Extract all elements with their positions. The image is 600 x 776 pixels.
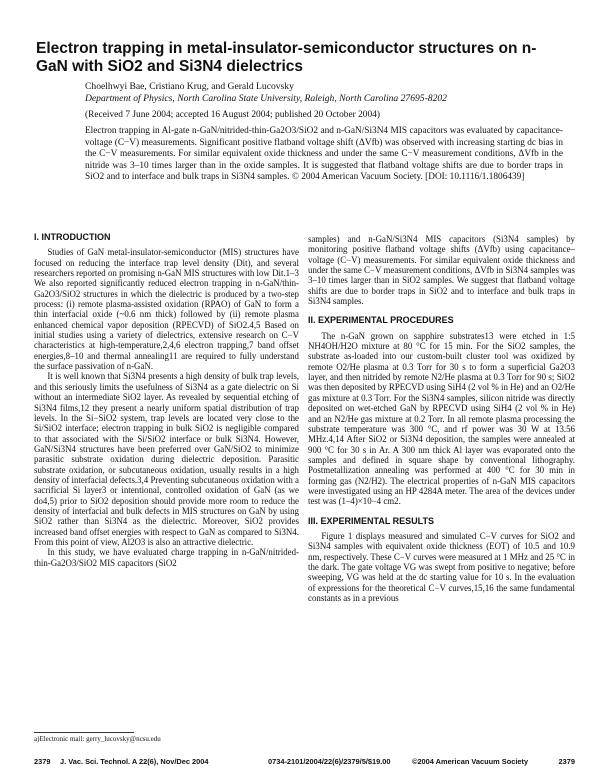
received-dates: (Received 7 June 2004; accepted 16 August 2004; published 20 October 2004): [85, 110, 380, 120]
author-list: Choelhwyi Bae, Cristiano Krug, and Gerald Lucovsky: [85, 81, 294, 92]
section-heading-experimental-results: III. EXPERIMENTAL RESULTS: [308, 515, 435, 526]
footer-article-code: 0734-2101/2004/22(6)/2379/5/$19.00: [268, 757, 391, 766]
intro-paragraph-1: Studies of GaN metal-insulator-semiconductor (MIS) structures have focused on reducing the interface trap level density (Dit), and several researchers reported on promising n-GaN MIS structures with low Dit.1–3 We also reported significantly reduced electron trapping in n-GaN/thin-Ga2O3/SiO2 structures in which the dielectric is produced by a two-step process: (i) remote plasma-assisted oxidation (RPAO) of GaN to form a thin interfacial oxide (~0.6 nm thick) followed by (ii) remote plasma enhanced chemical vapor deposition (RPECVD) of SiO2.4,5 Based on initial studies using a variety of dielectrics, extensive research on C−V characteristics at high-temperature,2,4,6 electron trapping,7 band offset energies,8–10 and thermal annealing11 are required to fully understand the surface passivation of n-GaN.: [34, 247, 299, 372]
footer-page-number-left: 2379: [34, 757, 51, 766]
article-title: Electron trapping in metal-insulator-semiconductor structures on n-GaN with SiO2 and Si3N4 dielectrics: [36, 40, 537, 75]
footer-copyright: ©2004 American Vacuum Society: [412, 757, 529, 766]
page-footer: [34, 757, 575, 769]
affiliation: Department of Physics, North Carolina State University, Raleigh, North Carolina 27695-8202: [85, 92, 447, 104]
author-email-footnote: a)Electronic mail: gerry_lucovsky@ncsu.edu: [34, 735, 161, 743]
results-paragraph: Figure 1 displays measured and simulated C−V curves for SiO2 and Si3N4 samples with equivalent oxide thickness (EOT) of 10.5 and 10.9 nm, respectively. These C−V curves were measured at 1 MHz and 25 °C in the dark. The gate voltage VG was swept from positive to negative; before sweeping, VG was held at the dc starting value for 10 s. In the evaluation of expressions for the theoretical C−V curves,15,16 the same fundamental constants as in a previous: [308, 530, 575, 603]
footnote-divider: [34, 732, 134, 733]
right-column: [308, 234, 575, 603]
section-heading-introduction: I. INTRODUCTION: [34, 232, 111, 242]
left-column: [34, 232, 299, 568]
intro-paragraph-3: In this study, we have evaluated charge trapping in n-GaN/nitrided-thin-Ga2O3/SiO2 MIS capacitors (SiO2: [34, 547, 299, 568]
footer-journal-citation: J. Vac. Sci. Technol. A 22(6), Nov/Dec 2004: [60, 757, 209, 766]
experimental-paragraph: The n-GaN grown on sapphire substrates13 were etched in 1:5 NH4OH/H2O mixture at 80 °C for 15 min. For the SiO2 samples, the substrate as-loaded into our custom-built cluster tool was oxidized by remote O2/He plasma at 0.3 Torr for 30 s to form a superficial Ga2O3 layer, and then nitrided by remote N2/He plasma at 0.3 Torr for 90 s; SiO2 was then deposited by RPECVD using SiH4 (2 vol % in He) and an O2/He gas mixture at 0.3 Torr. For the Si3N4 samples, silicon nitride was directly deposited on wet-etched GaN by RPECVD using SiH4 (2 vol % in He) and an N2/He gas mixture at 0.2 Torr. In all remote plasma processing the substrate temperature was 300 °C, and rf power was 30 W at 13.56 MHz.4,14 After SiO2 or Si3N4 deposition, the samples were annealed at 900 °C for 30 s in Ar. A 300 nm thick Al layer was evaporated onto the samples and defined in square shape by conventional lithography. Postmetallization annealing was performed at 400 °C for 30 min in forming gas (N2/H2). The electrical properties of n-GaN MIS capacitors were investigated using an HP 4284A meter. The area of the devices under test was (1–4)×10−4 cm2.: [308, 330, 575, 507]
intro-paragraph-3-continued: samples) and n-GaN/Si3N4 MIS capacitors (Si3N4 samples) by monitoring positive flatband voltage shifts (ΔVfb) using capacitance–voltage (C−V) measurements. For similar equivalent oxide thickness and under the same C−V measurement conditions, ΔVfb in Si3N4 samples was 3–10 times larger than in SiO2 samples. We suggest that flatband voltage shifts are due to border traps in SiO2 and to interface and bulk traps in Si3N4 samples.: [308, 234, 575, 307]
intro-paragraph-2: It is well known that Si3N4 presents a high density of bulk trap levels, and this seriously limits the usefulness of Si3N4 as a gate dielectric on Si without an intermediate SiO2 layer. As revealed by sequential etching of Si3N4 films,12 they present a nearly uniform spatial distribution of trap levels. In the Si−SiO2 system, trap levels are located very close to the Si/SiO2 interface; electron trapping in bulk SiO2 is negligible compared to that associated with the Si/SiO2 interface or bulk Si3N4. However, GaN/Si3N4 structures have been preferred over GaN/SiO2 to minimize parasitic substrate oxidation during dielectric deposition. Parasitic substrate oxidation, or subcutaneous oxidation, usually results in a high density of interfacial defects.3,4 Preventing subcutaneous oxidation with a sacrificial Si layer3 or intentional, controlled oxidation of GaN (as we do4,5) prior to SiO2 deposition should provide more room to reduce the density of interfacial and bulk defects in MIS structures on GaN by using SiO2 rather than Si3N4 as the dielectric. Moreover, SiO2 provides increased band offset energies with respect to GaN as compared to Si3N4. From this point of view, Al2O3 is also an attractive dielectric.: [34, 371, 299, 547]
footer-page-number-right: 2379: [558, 757, 575, 766]
section-heading-experimental-procedures: II. EXPERIMENTAL PROCEDURES: [308, 315, 454, 326]
abstract: Electron trapping in Al-gate n-GaN/nitrided-thin-Ga2O3/SiO2 and n-GaN/Si3N4 MIS capacitors was evaluated by capacitance-voltage (C−V) measurements. Significant positive flatband voltage shift (ΔVfb) was observed with increasing starting dc bias in the C−V measurements. For similar equivalent oxide thickness and under the same C−V measurement conditions, ΔVfb in the nitride was 3–10 times larger than in the oxide samples. It is suggested that flatband voltage shifts are due to border traps in SiO2 and to interface and bulk traps in Si3N4 samples. © 2004 American Vacuum Society. [DOI: 10.1116/1.1806439]: [85, 126, 563, 182]
author-block: [85, 81, 565, 104]
